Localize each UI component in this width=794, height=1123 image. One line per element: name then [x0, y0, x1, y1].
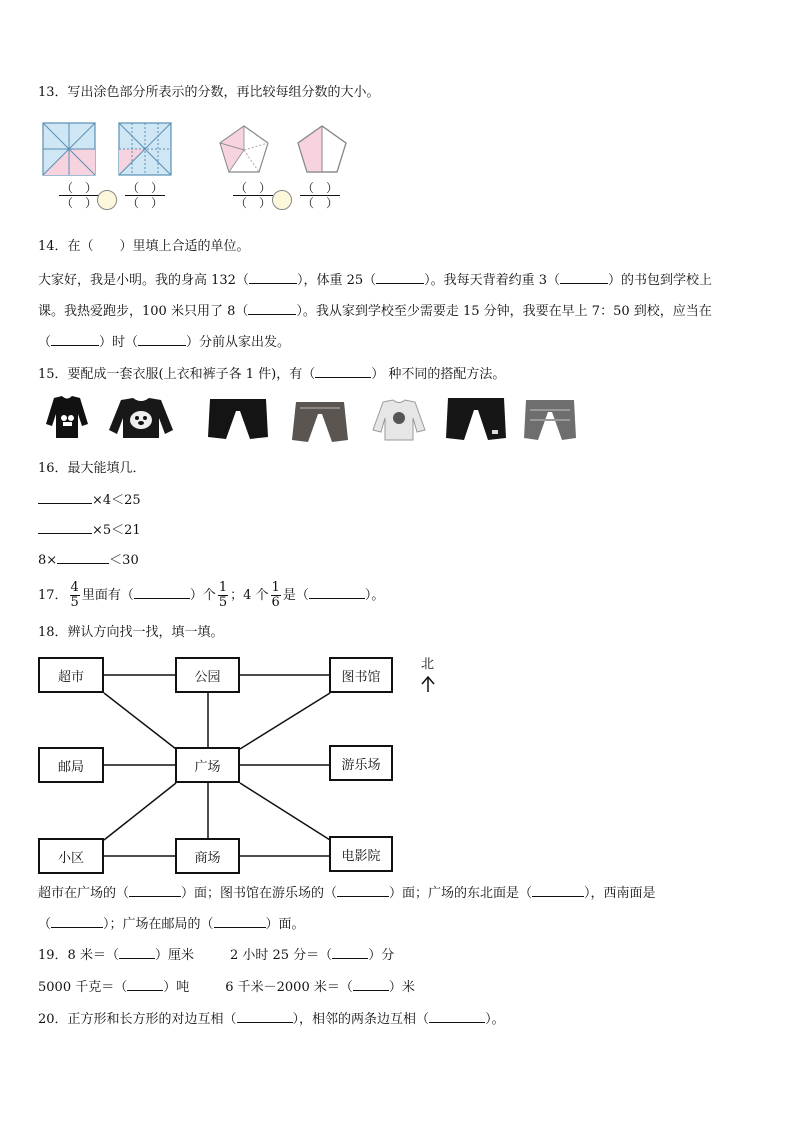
blank-height-unit[interactable]	[249, 270, 297, 284]
fraction-shapes	[40, 120, 360, 180]
pentagon-figure-1	[220, 126, 268, 172]
q14-line-3: （ ）时（ ）分前从家出发。	[38, 332, 290, 352]
q18-title: 18．辨认方向找一找，填一填。	[38, 625, 224, 640]
box-dianyingyuan: 电影院	[329, 836, 393, 872]
blank-q16-1[interactable]	[38, 490, 92, 504]
pants-image-3	[444, 396, 508, 442]
fraction-4-5: $\frac{4}{5}$	[70, 580, 79, 610]
pentagon-figure-2	[298, 126, 346, 172]
pants-image-1	[206, 397, 270, 443]
sweater-image-2	[107, 396, 175, 440]
box-tushuguan: 图书馆	[329, 657, 393, 693]
blank-bag-unit[interactable]	[560, 270, 608, 284]
pants-image-2	[290, 400, 350, 444]
answer-fraction-4[interactable]: （ ） （ ）	[302, 181, 339, 210]
box-chaoshi: 超市	[38, 657, 104, 693]
box-xiaoqu: 小区	[38, 838, 104, 874]
sweater-image-1	[44, 394, 90, 440]
blank-q18-2[interactable]	[337, 883, 389, 897]
q15-text: 15．要配成一套衣服(上衣和裤子各 1 件)，有（ ） 种不同的搭配方法。	[38, 364, 505, 384]
box-gongyuan: 公园	[175, 657, 240, 693]
q18-line-2: （ ）；广场在邮局的（ ）面。	[38, 914, 305, 934]
compare-circle-2[interactable]	[272, 190, 292, 210]
blank-q19-4[interactable]	[353, 977, 389, 991]
box-guangchang: 广场	[175, 747, 240, 783]
q20-line: 20．正方形和长方形的对边互相（ ），相邻的两条边互相（ ）。	[38, 1009, 505, 1029]
q17-line: 17． $\frac{4}{5}$ 里面有（ ）个 $\frac{1}{5}$ ；4 个 $\frac{1}{6}$ 是（ ）。	[38, 580, 385, 610]
sweater-image-3	[371, 398, 427, 442]
box-shangchang: 商场	[175, 838, 240, 874]
blank-q16-3[interactable]	[57, 550, 109, 564]
blank-q16-2[interactable]	[38, 520, 92, 534]
blank-combinations[interactable]	[315, 364, 371, 378]
blank-minute[interactable]	[138, 332, 186, 346]
blank-q18-5[interactable]	[214, 914, 266, 928]
blank-q20-1[interactable]	[237, 1009, 293, 1023]
q14-title: 14．在（ ）里填上合适的单位。	[38, 239, 250, 254]
q16-row-3: 8× ＜30	[38, 550, 139, 570]
blank-q17-2[interactable]	[309, 585, 365, 599]
blank-run-unit[interactable]	[248, 301, 296, 315]
blank-q18-3[interactable]	[532, 883, 584, 897]
blank-q19-3[interactable]	[127, 977, 163, 991]
blank-weight-unit[interactable]	[376, 270, 424, 284]
q16-row-1: ×4＜25	[38, 490, 141, 510]
fraction-1-6: $\frac{1}{6}$	[271, 580, 280, 610]
q16-title: 16．最大能填几．	[38, 461, 146, 476]
q19-line-2: 5000 千克＝（ ）吨 6 千米－2000 米＝（ ）米	[38, 977, 415, 997]
blank-q18-1[interactable]	[129, 883, 181, 897]
answer-fraction-1[interactable]: （ ） （ ）	[61, 181, 98, 210]
answer-fraction-2[interactable]: （ ） （ ）	[127, 181, 164, 210]
answer-fraction-3[interactable]: （ ） （ ）	[235, 181, 272, 210]
box-youlechang: 游乐场	[329, 745, 393, 781]
blank-hour[interactable]	[51, 332, 99, 346]
square-figure-1	[43, 123, 95, 175]
blank-q18-4[interactable]	[51, 914, 103, 928]
blank-q20-2[interactable]	[429, 1009, 485, 1023]
blank-q19-1[interactable]	[119, 945, 155, 959]
north-label: 北	[421, 657, 435, 672]
blank-q17-1[interactable]	[134, 585, 190, 599]
pants-image-4	[522, 398, 578, 442]
q16-row-2: ×5＜21	[38, 520, 141, 540]
square-figure-2	[119, 123, 171, 175]
north-arrow	[422, 677, 434, 692]
q18-line-1: 超市在广场的（ ）面；图书馆在游乐场的（ ）面；广场的东北面是（ ），西南面是	[38, 883, 656, 903]
q14-line-1: 大家好，我是小明。我的身高 132（ ），体重 25（ ）。我每天背着约重 3（ ）的书包到学校上	[38, 270, 712, 290]
compare-circle-1[interactable]	[97, 190, 117, 210]
fraction-1-5: $\frac{1}{5}$	[218, 580, 228, 610]
q19-line-1: 19．8 米＝（ ）厘米 2 小时 25 分＝（ ）分	[38, 945, 394, 965]
q13-title: 13．写出涂色部分所表示的分数，再比较每组分数的大小。	[38, 85, 380, 100]
q14-line-2: 课。我热爱跑步，100 米只用了 8（ ）。我从家到学校至少需要走 15 分钟，我要在早上 7：50 到校，应当在	[38, 301, 712, 321]
blank-q19-2[interactable]	[332, 945, 368, 959]
box-youju: 邮局	[38, 747, 104, 783]
